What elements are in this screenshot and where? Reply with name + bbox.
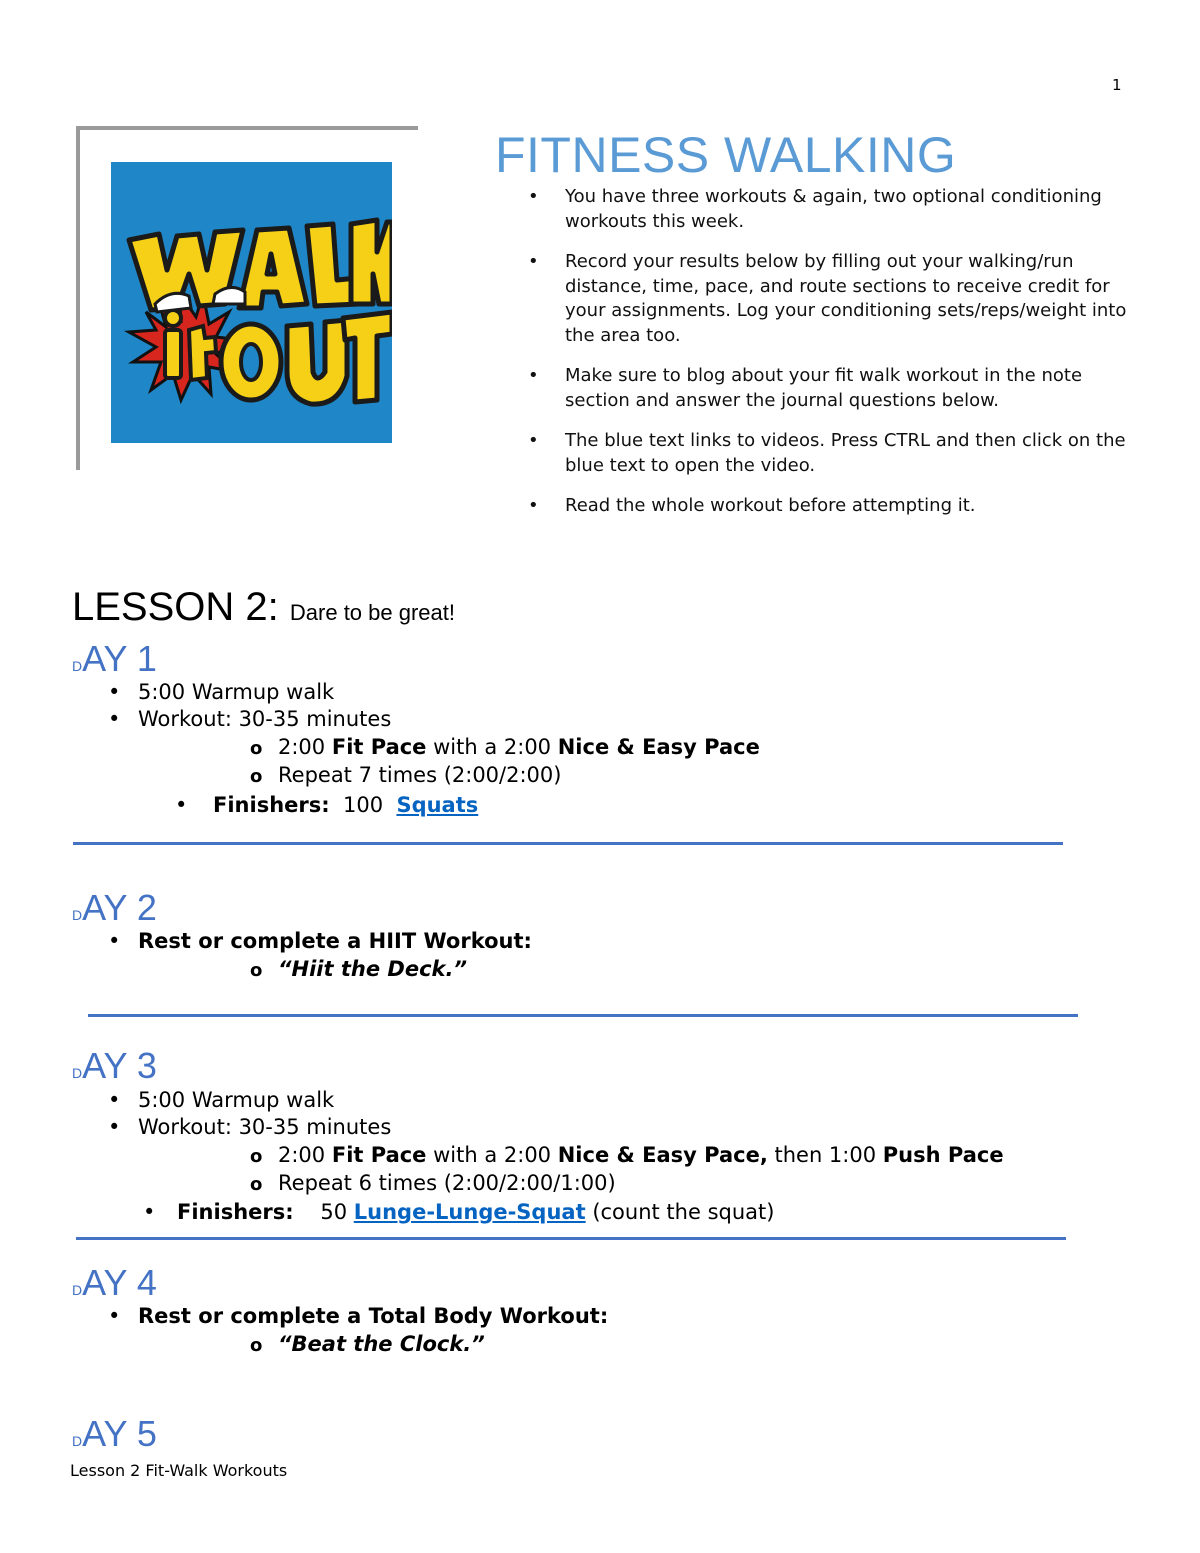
- day-4-line: • Rest or complete a Total Body Workout:: [108, 1304, 609, 1328]
- lesson-subtitle: Dare to be great!: [289, 600, 455, 625]
- day-4-line-text: Rest or complete a Total Body Workout:: [138, 1304, 609, 1328]
- intro-instructions-list: [528, 185, 1138, 535]
- day-2-sub: o “Hiit the Deck.”: [250, 957, 467, 981]
- finishers-label: Finishers:: [177, 1200, 294, 1224]
- finishers-note: (count the squat): [585, 1200, 775, 1224]
- day-prefix: D: [72, 1065, 83, 1081]
- section-divider: [73, 842, 1063, 845]
- section-divider: [88, 1014, 1078, 1017]
- day-2-heading: [72, 887, 157, 929]
- day-2-line-text: Rest or complete a HIIT Workout:: [138, 929, 532, 953]
- day-prefix: D: [72, 658, 83, 674]
- day-4-title: AY 4: [82, 1262, 157, 1303]
- hiit-workout-name: “Hiit the Deck.”: [278, 957, 467, 981]
- fit-pace-label: Fit Pace: [331, 1143, 427, 1167]
- logo-frame-left: [76, 126, 80, 470]
- total-body-workout-name: “Beat the Clock.”: [278, 1332, 485, 1356]
- day-3-finishers: • Finishers: 50 Lunge-Lunge-Squat (count the squat): [143, 1200, 775, 1224]
- lunge-lunge-squat-video-link[interactable]: Lunge-Lunge-Squat: [353, 1200, 586, 1224]
- interval-text: 2:00: [278, 1143, 332, 1167]
- day-1-title: AY 1: [82, 638, 157, 679]
- walk-it-out-logo-art: [111, 162, 392, 443]
- day-1-warmup: • 5:00 Warmup walk: [108, 680, 335, 704]
- intro-bullet: • Record your results below by filling out your walking/run distance, time, pace, and route sections to receive credit for your assignments. Log your conditioning sets/reps/weight into the area too.: [528, 250, 1138, 348]
- day-1-warmup-text: 5:00 Warmup walk: [138, 680, 335, 704]
- day-prefix: D: [72, 907, 83, 923]
- day-3-warmup-text: 5:00 Warmup walk: [138, 1088, 335, 1112]
- day-prefix: D: [72, 1433, 83, 1449]
- finishers-count: 100: [343, 793, 384, 817]
- page-footer: Lesson 2 Fit-Walk Workouts: [70, 1461, 288, 1480]
- lesson-heading: [72, 585, 455, 630]
- nice-easy-pace-label: Nice & Easy Pace: [557, 735, 760, 759]
- nice-easy-pace-label: Nice & Easy Pace,: [557, 1143, 768, 1167]
- day-1-repeat: o Repeat 7 times (2:00/2:00): [250, 763, 562, 787]
- interval-text: with a 2:00: [426, 735, 558, 759]
- day-5-heading: [72, 1413, 157, 1455]
- intro-bullet: • You have three workouts & again, two optional conditioning workouts this week.: [528, 185, 1138, 234]
- day-2-title: AY 2: [82, 887, 157, 928]
- day-1-workout: • Workout: 30-35 minutes: [108, 707, 392, 731]
- fit-pace-label: Fit Pace: [331, 735, 427, 759]
- intro-bullet: • The blue text links to videos. Press CTRL and then click on the blue text to open the video.: [528, 429, 1138, 478]
- interval-text: with a 2:00: [426, 1143, 558, 1167]
- interval-text: then 1:00: [767, 1143, 883, 1167]
- day-4-heading: [72, 1262, 157, 1304]
- section-divider: [76, 1237, 1066, 1240]
- day-1-workout-text: Workout: 30-35 minutes: [138, 707, 392, 731]
- day-1-finishers: • Finishers: 100 Squats: [175, 793, 479, 817]
- day-4-sub: o “Beat the Clock.”: [250, 1332, 485, 1356]
- intro-bullet: • Make sure to blog about your fit walk workout in the note section and answer the journal questions below.: [528, 364, 1138, 413]
- interval-text: 2:00: [278, 735, 332, 759]
- intro-bullet: • Read the whole workout before attempting it.: [528, 494, 1138, 519]
- page-number: 1: [1112, 76, 1122, 94]
- day-3-workout-text: Workout: 30-35 minutes: [138, 1115, 392, 1139]
- walk-it-out-logo: [111, 162, 392, 443]
- day-3-interval: o 2:00 Fit Pace with a 2:00 Nice & Easy Pace, then 1:00 Push Pace: [250, 1143, 1004, 1167]
- day-2-line: • Rest or complete a HIIT Workout:: [108, 929, 532, 953]
- day-3-warmup: • 5:00 Warmup walk: [108, 1088, 335, 1112]
- day-3-heading: [72, 1045, 157, 1087]
- squats-video-link[interactable]: Squats: [396, 793, 479, 817]
- day-1-repeat-text: Repeat 7 times (2:00/2:00): [278, 763, 562, 787]
- day-3-repeat: o Repeat 6 times (2:00/2:00/1:00): [250, 1171, 616, 1195]
- finishers-label: Finishers:: [213, 793, 330, 817]
- logo-frame-top: [76, 126, 418, 130]
- push-pace-label: Push Pace: [882, 1143, 1004, 1167]
- finishers-count: 50: [320, 1200, 348, 1224]
- day-1-interval: o 2:00 Fit Pace with a 2:00 Nice & Easy Pace: [250, 735, 760, 759]
- day-3-title: AY 3: [82, 1045, 157, 1086]
- document-title: FITNESS WALKING: [495, 127, 957, 183]
- day-3-workout: • Workout: 30-35 minutes: [108, 1115, 392, 1139]
- lesson-label: LESSON 2:: [72, 585, 279, 629]
- day-5-title: AY 5: [82, 1413, 157, 1454]
- day-prefix: D: [72, 1282, 83, 1298]
- day-1-heading: [72, 638, 157, 680]
- day-3-repeat-text: Repeat 6 times (2:00/2:00/1:00): [278, 1171, 616, 1195]
